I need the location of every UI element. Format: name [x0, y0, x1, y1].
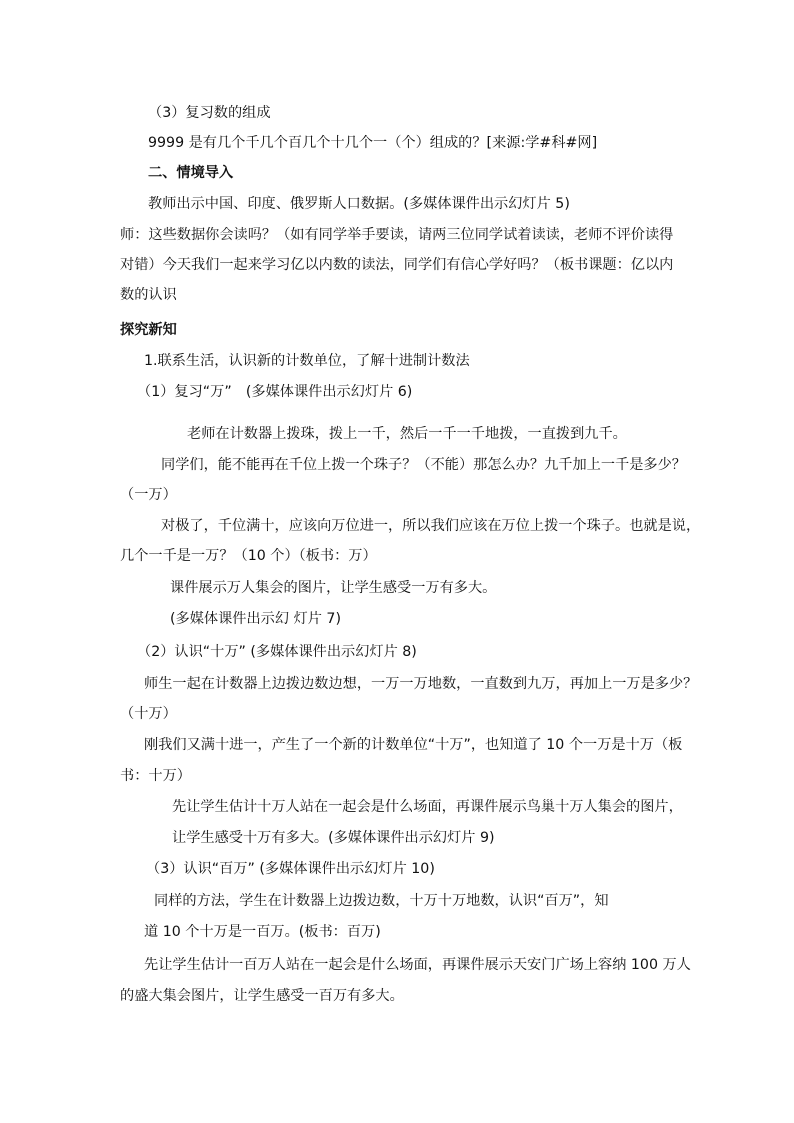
paragraph-line: 道 10 个十万是一百万。(板书：百万) [144, 924, 381, 940]
paragraph-line: 同样的方法，学生在计数器上边拨边数，十万十万地数，认识“百万”，知 [154, 893, 609, 909]
paragraph-line: 先让学生估计十万人站在一起会是什么场面，再课件展示鸟巢十万人集会的图片， [172, 799, 683, 815]
paragraph-line: 教师出示中国、印度、俄罗斯人口数据。(多媒体课件出示幻灯片 5) [148, 196, 570, 212]
section-heading-review-composition: （3）复习数的组成 [148, 105, 271, 121]
subsection-heading: （1）复习“万” (多媒体课件出示幻灯片 6) [137, 384, 413, 400]
paragraph-line: 刚我们又满十进一，产生了一个新的计数单位“十万”，也知道了 10 个一万是十万（板 [144, 737, 683, 753]
paragraph-line: (多媒体课件出示幻 灯片 7) [170, 611, 341, 627]
paragraph-line: 对极了，千位满十，应该向万位进一，所以我们应该在万位上拨一个珠子。也就是说， [161, 518, 701, 534]
paragraph-line: 9999 是有几个千几个百几个十几个一（个）组成的？[来源:学#科#网] [148, 135, 598, 151]
paragraph-line: 对错）今天我们一起来学习亿以内数的读法，同学们有信心学好吗？（板书课题：亿以内 [120, 257, 674, 273]
paragraph-line: （一万） [120, 487, 177, 503]
paragraph-line: 几个一千是一万？（10 个）（板书：万） [120, 548, 377, 564]
paragraph-line: 先让学生估计一百万人站在一起会是什么场面，再课件展示天安门广场上容纳 100 万人 [144, 957, 691, 973]
subsection-heading: 1.联系生活，认识新的计数单位，了解十进制计数法 [144, 353, 470, 369]
paragraph-line: 数的认识 [120, 287, 177, 303]
paragraph-line: 师：这些数据你会读吗？（如有同学举手要读，请两三位同学试着读读，老师不评价读得 [120, 227, 674, 243]
subsection-heading: （3）认识“百万” (多媒体课件出示幻灯片 10) [146, 861, 435, 877]
paragraph-line: 让学生感受十万有多大。(多媒体课件出示幻灯片 9) [172, 830, 495, 846]
paragraph-line: 书：十万） [120, 768, 191, 784]
paragraph-line: 的盛大集会图片，让学生感受一百万有多大。 [120, 988, 404, 1004]
subsection-heading: （2）认识“十万” (多媒体课件出示幻灯片 8) [137, 644, 417, 660]
section-heading-scenario: 二、情境导入 [148, 165, 234, 181]
section-heading-explore: 探究新知 [120, 322, 177, 338]
paragraph-line: （十万） [120, 706, 177, 722]
paragraph-line: 课件展示万人集会的图片，让学生感受一万有多大。 [170, 580, 497, 596]
paragraph-line: 同学们，能不能再在千位上拨一个珠子？（不能）那怎么办？九千加上一千是多少？ [161, 457, 686, 473]
paragraph-line: 师生一起在计数器上边拨边数边想，一万一万地数，一直数到九万，再加上一万是多少？ [144, 676, 698, 692]
paragraph-line: 老师在计数器上拨珠，拨上一千，然后一千一千地拨，一直拨到九千。 [187, 426, 627, 442]
